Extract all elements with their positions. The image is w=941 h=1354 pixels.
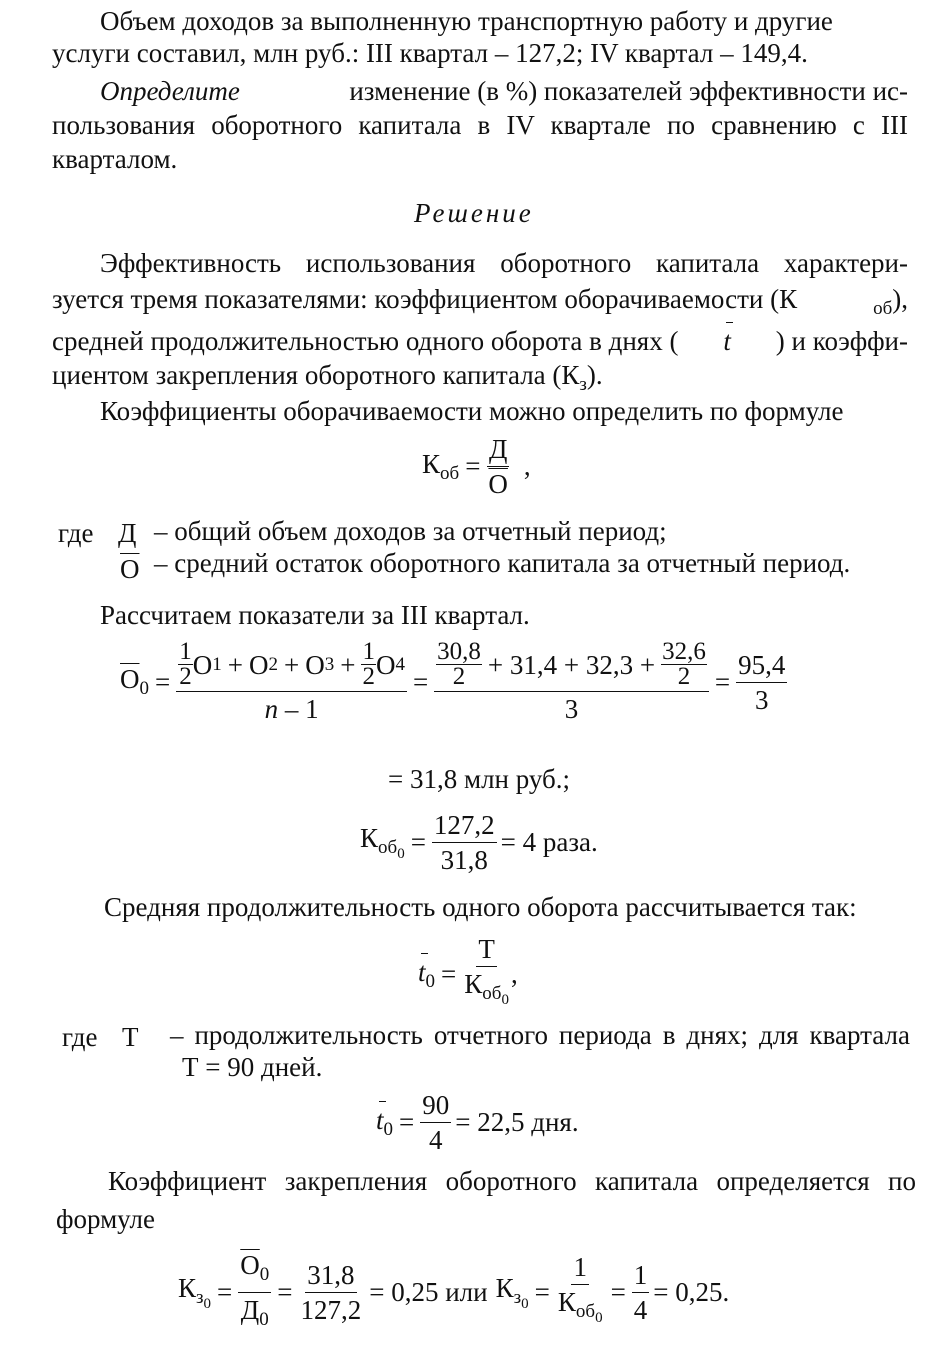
intro-line-1 bbox=[100, 6, 908, 36]
f5-fraction: $\frac{90}{4}$ bbox=[422, 1090, 450, 1155]
f6-frac1: $\frac{О_0}{Д_0}$ bbox=[240, 1250, 270, 1330]
where1-label: где bbox=[58, 518, 94, 548]
f6-result: = 0,25. bbox=[653, 1277, 730, 1307]
where1-def1: – общий объем доходов за отчетный период; bbox=[154, 516, 667, 546]
p1-kob-sub: об bbox=[873, 298, 893, 319]
task-text-1: изменение (в %) показателей эффективности ис- bbox=[349, 76, 908, 106]
p1-line-3 bbox=[52, 326, 908, 356]
f1-den: О bbox=[488, 469, 508, 499]
p1-kz-sub: з bbox=[579, 374, 587, 395]
f4-lhs: $t_0$ bbox=[418, 956, 436, 992]
f2-result: = 31,8 млн руб.; bbox=[388, 764, 571, 794]
p2-text: Коэффициенты оборачиваемости можно определить по формуле bbox=[100, 396, 844, 426]
f1-lhs: $К_{об}$ bbox=[422, 448, 460, 484]
formula-kob0: $К_{об_0}$ = $\frac{127,2}{31,8}$ = 4 раза. bbox=[360, 810, 598, 875]
p1-line-2-text: зуется тремя показателями: коэффициентом оборачиваемости (К bbox=[52, 284, 798, 314]
p1-line-2-end: ), bbox=[892, 284, 908, 314]
f2-lhs: $О_0$ bbox=[120, 664, 149, 699]
f2-frac1-num: $\frac{1}{2}$ О 1 + О 2 + О 3 + $\frac{1}{2}$ О 4 bbox=[176, 640, 407, 692]
f2-frac1 bbox=[176, 640, 407, 724]
formula-t0: $t_0$ = $\frac{Т}{К_{об_0}}$ , bbox=[418, 934, 518, 1015]
task-line-3: кварталом. bbox=[52, 144, 178, 174]
f3-fraction: $\frac{127,2}{31,8}$ bbox=[433, 810, 495, 875]
f2-frac2-num: $\frac{30,8}{2}$ + 31,4 + 32,3 + $\frac{32,6}{2}$ bbox=[434, 640, 709, 692]
formula-t0-value: $t_0$ = $\frac{90}{4}$ = 22,5 дня. bbox=[376, 1090, 579, 1155]
f1-num: Д bbox=[487, 434, 509, 467]
f3-lhs: $К_{об_0}$ bbox=[360, 822, 405, 862]
where2-label: где bbox=[62, 1022, 98, 1052]
f6-lhs: $К_{з_0}$ bbox=[178, 1272, 212, 1312]
f6-lhs2: $К_{з_0}$ bbox=[495, 1272, 529, 1312]
where1-sym1: Д bbox=[118, 518, 137, 548]
f6-frac2: $\frac{31,8}{127,2}$ bbox=[300, 1260, 362, 1325]
f2-frac2 bbox=[434, 640, 709, 724]
p1-line-4 bbox=[52, 360, 603, 400]
task-keyword: Определите bbox=[100, 76, 240, 106]
solution-heading: Решение bbox=[414, 198, 534, 228]
f4-tail: , bbox=[510, 959, 518, 989]
where2-def-1: – продолжительность отчетного периода в днях; для квартала bbox=[170, 1020, 910, 1050]
f1-fraction bbox=[486, 434, 510, 499]
intro-text-1: Объем доходов за выполненную транспортную работу и другие bbox=[100, 6, 833, 36]
f5-lhs: $t_0$ bbox=[376, 1104, 394, 1140]
p5-line-2: формуле bbox=[56, 1204, 155, 1234]
f6-frac4: $\frac{1}{4}$ bbox=[633, 1260, 648, 1325]
p1-line-4a: циентом закрепления оборотного капитала (К bbox=[52, 360, 580, 390]
p3-text: Рассчитаем показатели за III квартал. bbox=[100, 600, 530, 630]
where2-sym: Т bbox=[122, 1022, 139, 1052]
f6-frac3: $\frac{1}{К_{об_0}}$ bbox=[557, 1252, 603, 1326]
f1-tail: , bbox=[523, 451, 531, 481]
formula-avg-balance: $О_0$ = $\frac{1}{2}$ О 1 + О 2 + О 3 + $\frac{1}{2}$ О 4 n – 1 = $\frac{30,8}{2}$ + 31,4 + 32,3 + $\frac{32,6}{2}$ 3 = $\frac{95,4}{3}$ bbox=[120, 638, 786, 724]
p1-line-2 bbox=[52, 284, 908, 324]
task-line-2: пользования оборотного капитала в IV квартале по сравнению с III bbox=[52, 110, 908, 140]
formula-kob: $К_{об}$ = $\frac{Д}{О}$ , bbox=[422, 434, 531, 499]
where1-def2: – средний остаток оборотного капитала за отчетный период. bbox=[154, 548, 851, 578]
f5-result: = 22,5 дня. bbox=[455, 1107, 579, 1137]
where2-def-2: Т = 90 дней. bbox=[182, 1052, 323, 1082]
f6-mid: = 0,25 или bbox=[369, 1277, 488, 1307]
f2-frac2-den: 3 bbox=[564, 694, 579, 724]
intro-line-2: услуги составил, млн руб.: III квартал – 127,2; IV квартал – 149,4. bbox=[52, 38, 808, 68]
p4-text: Средняя продолжительность одного оборота рассчитывается так: bbox=[104, 892, 857, 922]
p1-line-3a: средней продолжительностью одного оборота в днях ( bbox=[52, 326, 679, 356]
f2-frac1-den: n – 1 bbox=[264, 694, 319, 724]
p1-t-symbol: t bbox=[723, 326, 731, 356]
where1-sym2: О bbox=[120, 554, 140, 584]
formula-kz: $К_{з_0}$ = $\frac{О_0}{Д_0}$ = $\frac{31,8}{127,2}$ = 0,25 или $К_{з_0}$ = $\frac{1}{К_{об_0}}$ = $\frac{1}{4}$ = 0,25. bbox=[178, 1250, 729, 1335]
p5-line-1: Коэффициент закрепления оборотного капитала определяется по bbox=[108, 1166, 916, 1196]
f2-frac3: $\frac{95,4}{3}$ bbox=[738, 649, 786, 715]
p1-line-4b: ). bbox=[586, 360, 603, 390]
f4-fraction: $\frac{Т}{К_{об_0}}$ bbox=[464, 934, 509, 1008]
p1-line-1: Эффективность использования оборотного капитала характери- bbox=[100, 248, 908, 278]
p1-line-3b: ) и коэффи- bbox=[775, 326, 908, 356]
f3-result: = 4 раза. bbox=[500, 827, 598, 857]
task-line-1 bbox=[100, 76, 908, 106]
